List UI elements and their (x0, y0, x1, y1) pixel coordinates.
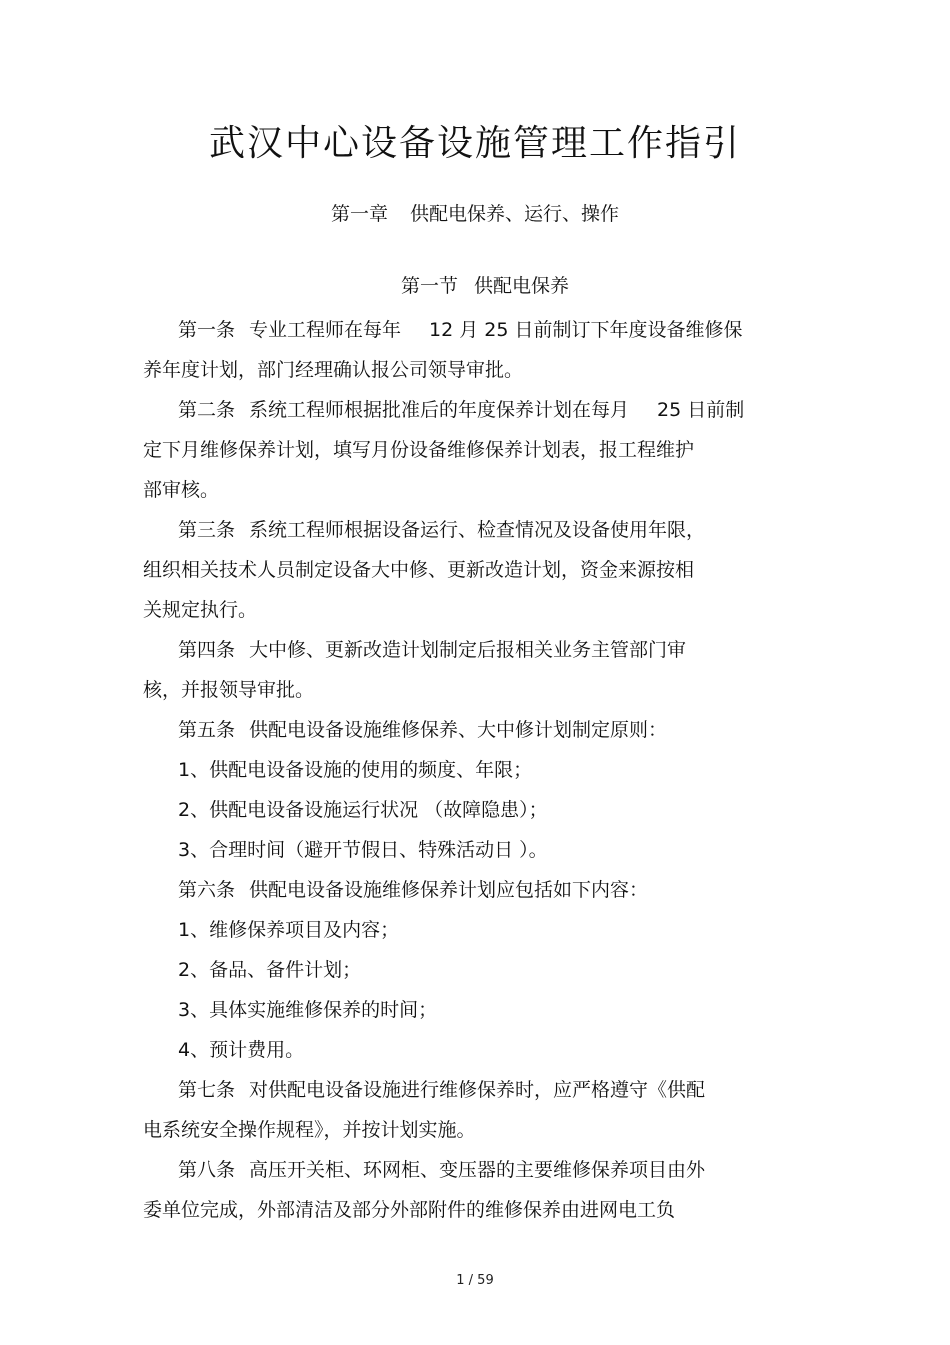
chapter-heading (0, 198, 950, 230)
article-text: 对供配电设备设施进行维修保养时，应严格遵守《供配 (249, 1079, 706, 1101)
list-item: 2、供配电设备设施运行状况 （故障隐患）； (178, 799, 548, 821)
chapter-number: 第一章 (330, 203, 388, 225)
paragraph-line: 委单位完成，外部清洁及部分外部附件的维修保养由进网电工负 (143, 1199, 676, 1221)
article-text: 系统工程师根据设备运行、检查情况及设备使用年限， (249, 519, 706, 541)
article-line (143, 510, 823, 550)
paragraph-line: 定下月维修保养计划，填写月份设备维修保养计划表，报工程维护 (143, 439, 695, 461)
article-text: 专业工程师在每年 (249, 319, 402, 341)
list-item: 3、合理时间（避开节假日、特殊活动日 ）。 (178, 839, 548, 861)
paragraph-line: 组织相关技术人员制定设备大中修、更新改造计划，资金来源按相 (143, 559, 695, 581)
article-line (143, 870, 823, 910)
article-line (143, 390, 823, 430)
section-heading (0, 270, 950, 302)
list-item: 2、备品、备件计划； (178, 959, 362, 981)
section-title: 供配电保养 (474, 275, 570, 297)
article-line (143, 630, 823, 670)
section-number: 第一节 (400, 275, 458, 297)
paragraph-line: 关规定执行。 (143, 599, 258, 621)
chapter-title: 供配电保养、运行、操作 (410, 203, 620, 225)
paragraph-line: 电系统安全操作规程》，并按计划实施。 (143, 1119, 476, 1141)
article-text: 高压开关柜、环网柜、变压器的主要维修保养项目由外 (249, 1159, 706, 1181)
list-item: 1、供配电设备设施的使用的频度、年限； (178, 759, 533, 781)
article-text: 12 月 25 日前制订下年度设备维修保 (429, 319, 743, 341)
article-number: 第六条 (178, 879, 236, 901)
article-text: 25 日前制 (657, 399, 745, 421)
article-text: 系统工程师根据批准后的年度保养计划在每月 (249, 399, 630, 421)
article-number: 第七条 (178, 1079, 236, 1101)
article-line (143, 710, 823, 750)
paragraph-line: 核，并报领导审批。 (143, 679, 315, 701)
list-item: 3、具体实施维修保养的时间； (178, 999, 438, 1021)
paragraph-line: 养年度计划，部门经理确认报公司领导审批。 (143, 359, 524, 381)
article-text: 供配电设备设施维修保养计划应包括如下内容： (249, 879, 649, 901)
article-number: 第一条 (178, 319, 236, 341)
article-number: 第五条 (178, 719, 236, 741)
article-number: 第四条 (178, 639, 236, 661)
article-line (143, 1070, 823, 1110)
article-line (143, 1150, 823, 1190)
article-text: 大中修、更新改造计划制定后报相关业务主管部门审 (249, 639, 687, 661)
document-body (143, 310, 823, 1230)
article-text: 供配电设备设施维修保养、大中修计划制定原则： (249, 719, 668, 741)
list-item: 1、维修保养项目及内容； (178, 919, 400, 941)
page-number: 1 / 59 (456, 1273, 494, 1288)
paragraph-line: 部审核。 (143, 479, 220, 501)
list-item: 4、预计费用。 (178, 1039, 305, 1061)
article-line (143, 310, 823, 350)
article-number: 第八条 (178, 1159, 236, 1181)
document-title: 武汉中心设备设施管理工作指引 (208, 123, 741, 164)
article-number: 第二条 (178, 399, 236, 421)
article-number: 第三条 (178, 519, 236, 541)
